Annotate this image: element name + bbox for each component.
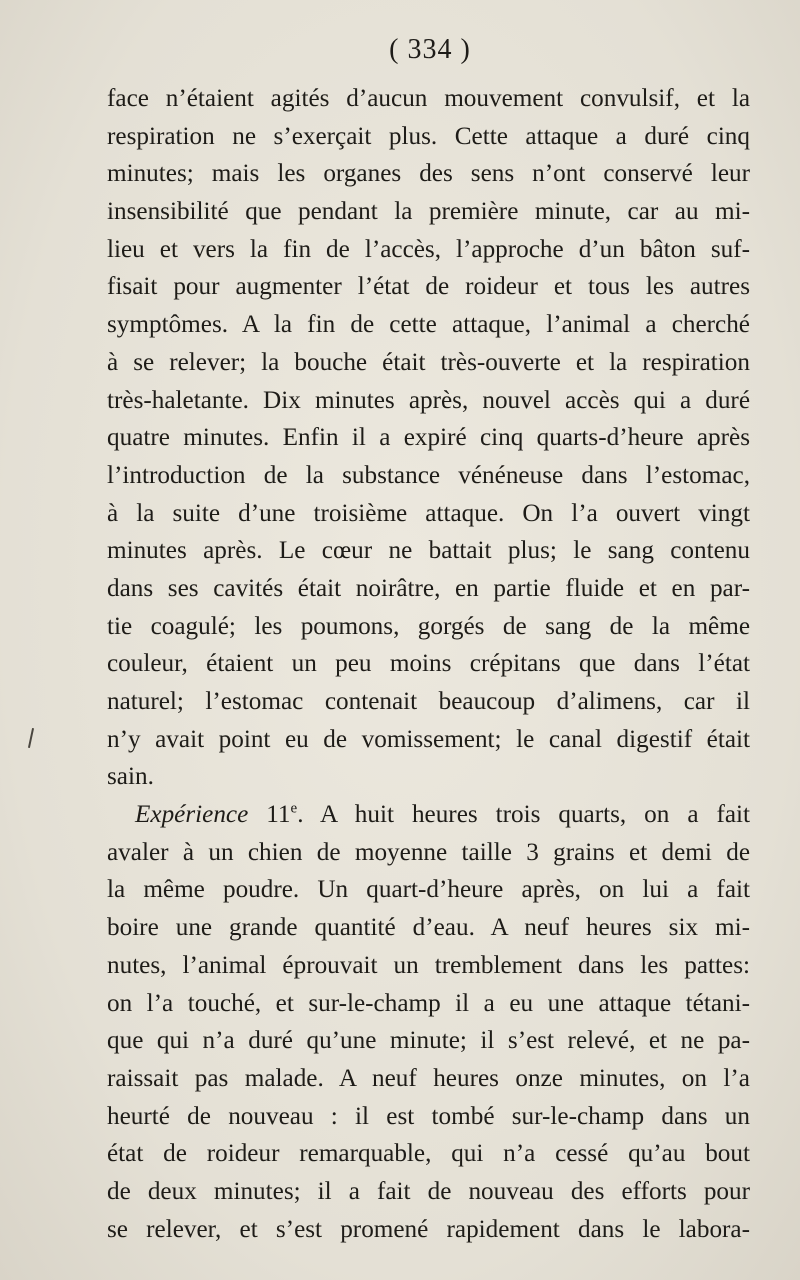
text-line: fisait pour augmenter l’état de roideur et tous les autres — [107, 273, 750, 301]
experiment-label: Expérience — [135, 801, 249, 829]
text-line: minutes; mais les organes des sens n’ont conservé leur — [107, 160, 750, 188]
text-line: se relever, et s’est promené rapidement dans le labora- — [107, 1215, 750, 1243]
text-line: couleur, étaient un peu moins crépitans que dans l’état — [107, 650, 750, 678]
experiment-superscript: e — [290, 800, 298, 817]
page-number: ( 334 ) — [389, 34, 471, 65]
text-line: naturel; l’estomac contenait beaucoup d’alimens, car il — [107, 688, 750, 715]
experiment-heading-rest: . A huit heures trois quarts, on a fait — [297, 801, 751, 829]
text-line: dans ses cavités était noirâtre, en partie fluide et en par- — [107, 574, 750, 602]
text-line: raissait pas malade. A neuf heures onze minutes, on l’a — [107, 1064, 750, 1092]
text-line: nutes, l’animal éprouvait un tremblement dans les pattes: — [107, 951, 750, 979]
text-line: boire une grande quantité d’eau. A neuf heures six mi- — [107, 914, 750, 942]
text-line: que qui n’a duré qu’une minute; il s’est relevé, et ne pa- — [107, 1027, 750, 1055]
text-line: état de roideur remarquable, qui n’a cessé qu’au bout — [107, 1140, 750, 1168]
text-line: lieu et vers la fin de l’accès, l’approche d’un bâton suf- — [107, 235, 750, 263]
text-line: la même poudre. Un quart-d’heure après, on lui a fait — [107, 876, 750, 904]
paragraph-1 — [107, 80, 750, 796]
margin-mark — [28, 728, 34, 748]
text-line: heurté de nouveau : il est tombé sur-le-champ dans un — [107, 1102, 750, 1130]
text-line: minutes après. Le cœur ne battait plus; le sang contenu — [107, 537, 750, 565]
text-line: à se relever; la bouche était très-ouverte et la respiration — [107, 348, 750, 376]
text-line: de deux minutes; il a fait de nouveau des efforts pour — [107, 1177, 750, 1205]
text-line: très-haletante. Dix minutes après, nouvel accès qui a duré — [107, 386, 750, 414]
text-line: insensibilité que pendant la première minute, car au mi- — [107, 198, 750, 226]
text-line: sain. — [107, 763, 154, 791]
text-line: face n’étaient agités d’aucun mouvement convulsif, et la — [107, 85, 750, 112]
body-text — [107, 80, 750, 1248]
text-line-experiment-heading — [107, 796, 750, 834]
text-line: respiration ne s’exerçait plus. Cette attaque a duré cinq — [107, 122, 750, 150]
text-line: avaler à un chien de moyenne taille 3 grains et demi de — [107, 838, 750, 866]
text-line: n’y avait point eu de vomissement; le canal digestif était — [107, 725, 750, 753]
text-line: quatre minutes. Enfin il a expiré cinq quarts-d’heure après — [107, 424, 750, 452]
text-line: on l’a touché, et sur-le-champ il a eu une attaque tétani- — [107, 989, 750, 1017]
text-line: à la suite d’une troisième attaque. On l’a ouvert vingt — [107, 499, 750, 527]
text-line: symptômes. A la fin de cette attaque, l’animal a cherché — [107, 311, 750, 339]
experiment-number: 11 — [266, 801, 291, 829]
text-line: l’introduction de la substance vénéneuse dans l’estomac, — [107, 461, 750, 489]
paragraph-2 — [107, 796, 750, 1248]
text-line: tie coagulé; les poumons, gorgés de sang de la même — [107, 612, 750, 640]
